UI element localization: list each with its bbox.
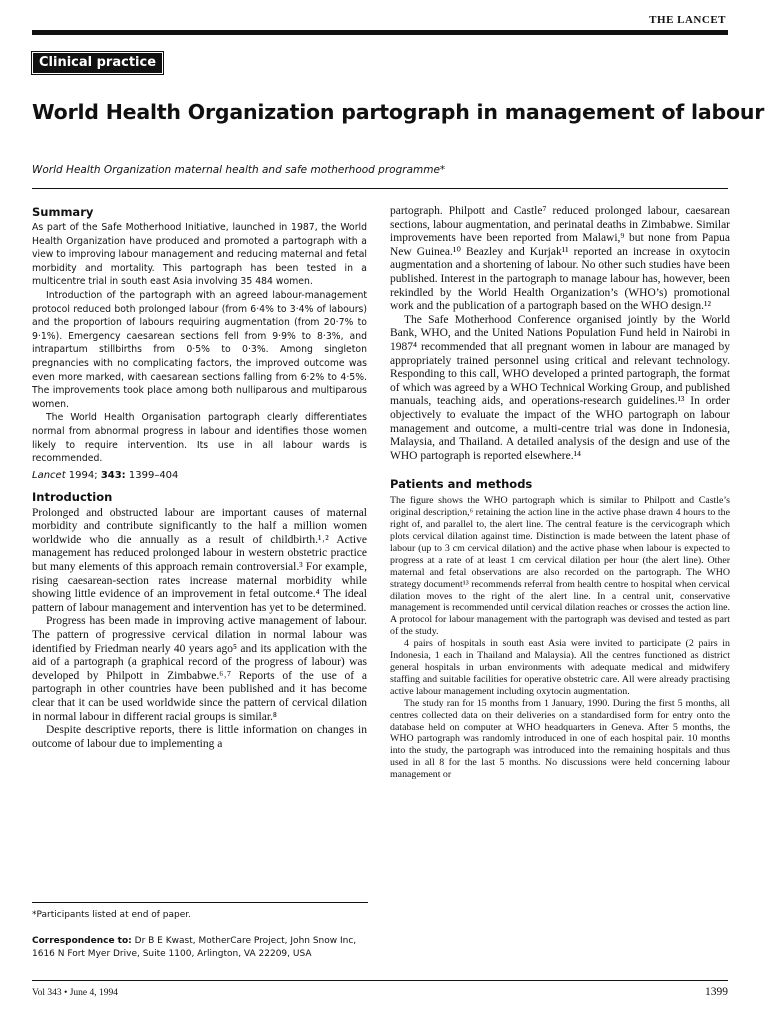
- methods-paragraph: 4 pairs of hospitals in south east Asia were invited to participate (2 pairs in Indonesia, 1 each in Thailand and Malaysia). All the centres functioned as district general hospitals in urban environments with adequate medical and midwifery staffing and suitable facilities for operative obstetric care. All were already practising active labour management including oxytocin augmentation.: [390, 638, 730, 697]
- summary-heading: Summary: [32, 205, 94, 219]
- methods-text: [390, 495, 730, 781]
- citation-year: 1994;: [68, 469, 98, 481]
- citation-volume: 343:: [100, 469, 126, 481]
- summary-paragraph: Introduction of the partograph with an agreed labour-management protocol reduced both prolonged labour (from 6·4% to 3·4% of labours) and the proportion of labours requiring augmentation (from 20·7% to 9·1%). Emergency caesarean sections fell from 9·9% to 8·3%, and intrapartum stillbirths from 0·5% to 0·3%. Among singleton pregnancies with no complicating factors, the improved outcome was even more marked, with caesarean sections falling from 6·2% to 4·5%. The improvements took place among both nulliparous and multiparous women.: [32, 289, 367, 410]
- top-rule: [32, 30, 728, 35]
- right-column: [390, 205, 730, 781]
- methods-paragraph: The figure shows the WHO partograph which is similar to Philpott and Castle’s original description,⁶ retaining the action line in the active phase drawn 4 hours to the right of, and parallel to, the alert line. The central feature is the cervicograph which plots cervical dilation against time. Distinction is made between the latent phase of labour (up to 3 cm cervical dilation) and the active phase when labour is expected to progress at a rate of at least 1 cm cervical dilation per hour (the alert line). Other maternal and fetal observations are also recorded on the partograph. The WHO strategy document¹³ recommends referral from health centre to hospital when cervical dilation moves to the right of the alert line. In a central unit, conservative management is recommended until cervical dilation reaches or crosses the action line. A protocol for labour management with the partograph was devised and tested as part of the study.: [390, 495, 730, 638]
- footer-rule: [32, 980, 728, 981]
- header-rule: [32, 188, 728, 189]
- introduction-paragraph: Despite descriptive reports, there is little information on changes in outcome of labour due to implementing a: [32, 724, 367, 750]
- journal-name: THE LANCET: [649, 14, 726, 26]
- participants-footnote: *Participants listed at end of paper.: [32, 910, 192, 920]
- citation-line: [32, 470, 367, 481]
- introduction-paragraph: Progress has been made in improving active management of labour. The pattern of progressive cervical dilation in normal labour was identified by Friedman nearly 40 years ago⁵ and its application with the aid of a partograph (a graphical record of the progress of labour) was developed by Philpott in Zimbabwe.⁶˒⁷ Reports of the use of a partograph in other countries have been published and it has become clear that it can be used worldwide since the pattern of cervical dilation in normal labour in different racial groups is similar.⁸: [32, 615, 367, 723]
- summary-paragraph: As part of the Safe Motherhood Initiative, launched in 1987, the World Health Organization have produced and promoted a partograph with a view to improving labour management and reducing maternal and fetal morbidity and mortality. This partograph has been tested in a multicentre trial in south east Asia involving 35 484 women.: [32, 222, 367, 288]
- page-number: 1399: [705, 986, 728, 998]
- introduction-continued: [390, 205, 730, 463]
- introduction-text: [32, 507, 367, 752]
- issue-info: Vol 343 • June 4, 1994: [32, 988, 119, 998]
- section-tag: Clinical practice: [33, 53, 162, 73]
- introduction-paragraph: Prolonged and obstructed labour are important causes of maternal morbidity and contribute significantly to the half a million women worldwide who die annually as a result of childbirth.¹˒² Active management has reduced prolonged labour in western obstetric practice but many elements of this approach remain controversial.³ For example, rising caesarean-section rates increase maternal morbidity while showing little evidence of an improvement in fetal outcome.⁴ The ideal pattern of labour management and intervention has yet to be determined.: [32, 506, 367, 614]
- introduction-paragraph: The Safe Motherhood Conference organised jointly by the World Bank, WHO, and the United Nations Population Fund held in Nairobi in 1987⁴ recommended that all pregnant women in labour are managed by appropriately trained personnel using critical and relevant technology. Responding to this call, WHO developed a printed partograph, the format of which was agreed by a WHO Technical Working Group, and published manuals, teaching aids, and operations-research guidelines.¹³ In order objectively to evaluate the impact of the WHO partograph on labour management and outcome, a multi-centre trial was done in Indonesia, Malaysia, and Thailand. A detailed analysis of the design and use of the WHO partograph is reported elsewhere.¹⁴: [390, 313, 730, 462]
- summary-paragraph: The World Health Organisation partograph clearly differentiates normal from abnormal progress in labour and identifies those women likely to require intervention. Its use in all labour wards is recommended.: [32, 412, 367, 465]
- author-line: World Health Organization maternal health and safe motherhood programme*: [32, 164, 446, 176]
- citation-pages: 1399–404: [128, 469, 179, 481]
- methods-heading: Patients and methods: [390, 477, 533, 492]
- footnote-rule: [32, 902, 368, 903]
- citation-journal: Lancet: [32, 469, 66, 481]
- left-column: [32, 205, 367, 751]
- methods-paragraph: The study ran for 15 months from 1 January, 1990. During the first 5 months, all centres collected data on their deliveries on a standardised form for entry onto the database held on computer at WHO headquarters in Geneva. After 5 months, the WHO partograph was randomly introduced in one of each hospital pair. 10 months into the study, the partograph was introduced into the remaining hospitals and thus used in all 8 for the last 5 months. No discussions were held concerning labour management or: [390, 697, 730, 781]
- introduction-heading: Introduction: [32, 489, 113, 504]
- correspondence-label: Correspondence to:: [32, 936, 132, 946]
- correspondence-address: Dr B E Kwast, MotherCare Project, John Snow Inc, 1616 N Fort Myer Drive, Suite 1100, Arlington, VA 22209, USA: [32, 936, 357, 959]
- article-title: World Health Organization partograph in management of labour: [32, 100, 765, 124]
- summary-text: [32, 221, 367, 466]
- introduction-paragraph: partograph. Philpott and Castle⁷ reduced prolonged labour, caesarean sections, labour augmentation, and perinatal deaths in Zimbabwe. Similar improvements have been reported from Malawi,⁹ but none from Papua New Guinea.¹⁰ Beazley and Kurjak¹¹ reported an increase in oxytocin augmentation and a shortening of labour. No other such studies have been published. Interest in the partograph to manage labour has, however, been rekindled by the World Health Organization’s (WHO’s) promotional work and the publication of a partograph based on the WHO design.¹²: [390, 205, 730, 313]
- correspondence-note: [32, 935, 377, 960]
